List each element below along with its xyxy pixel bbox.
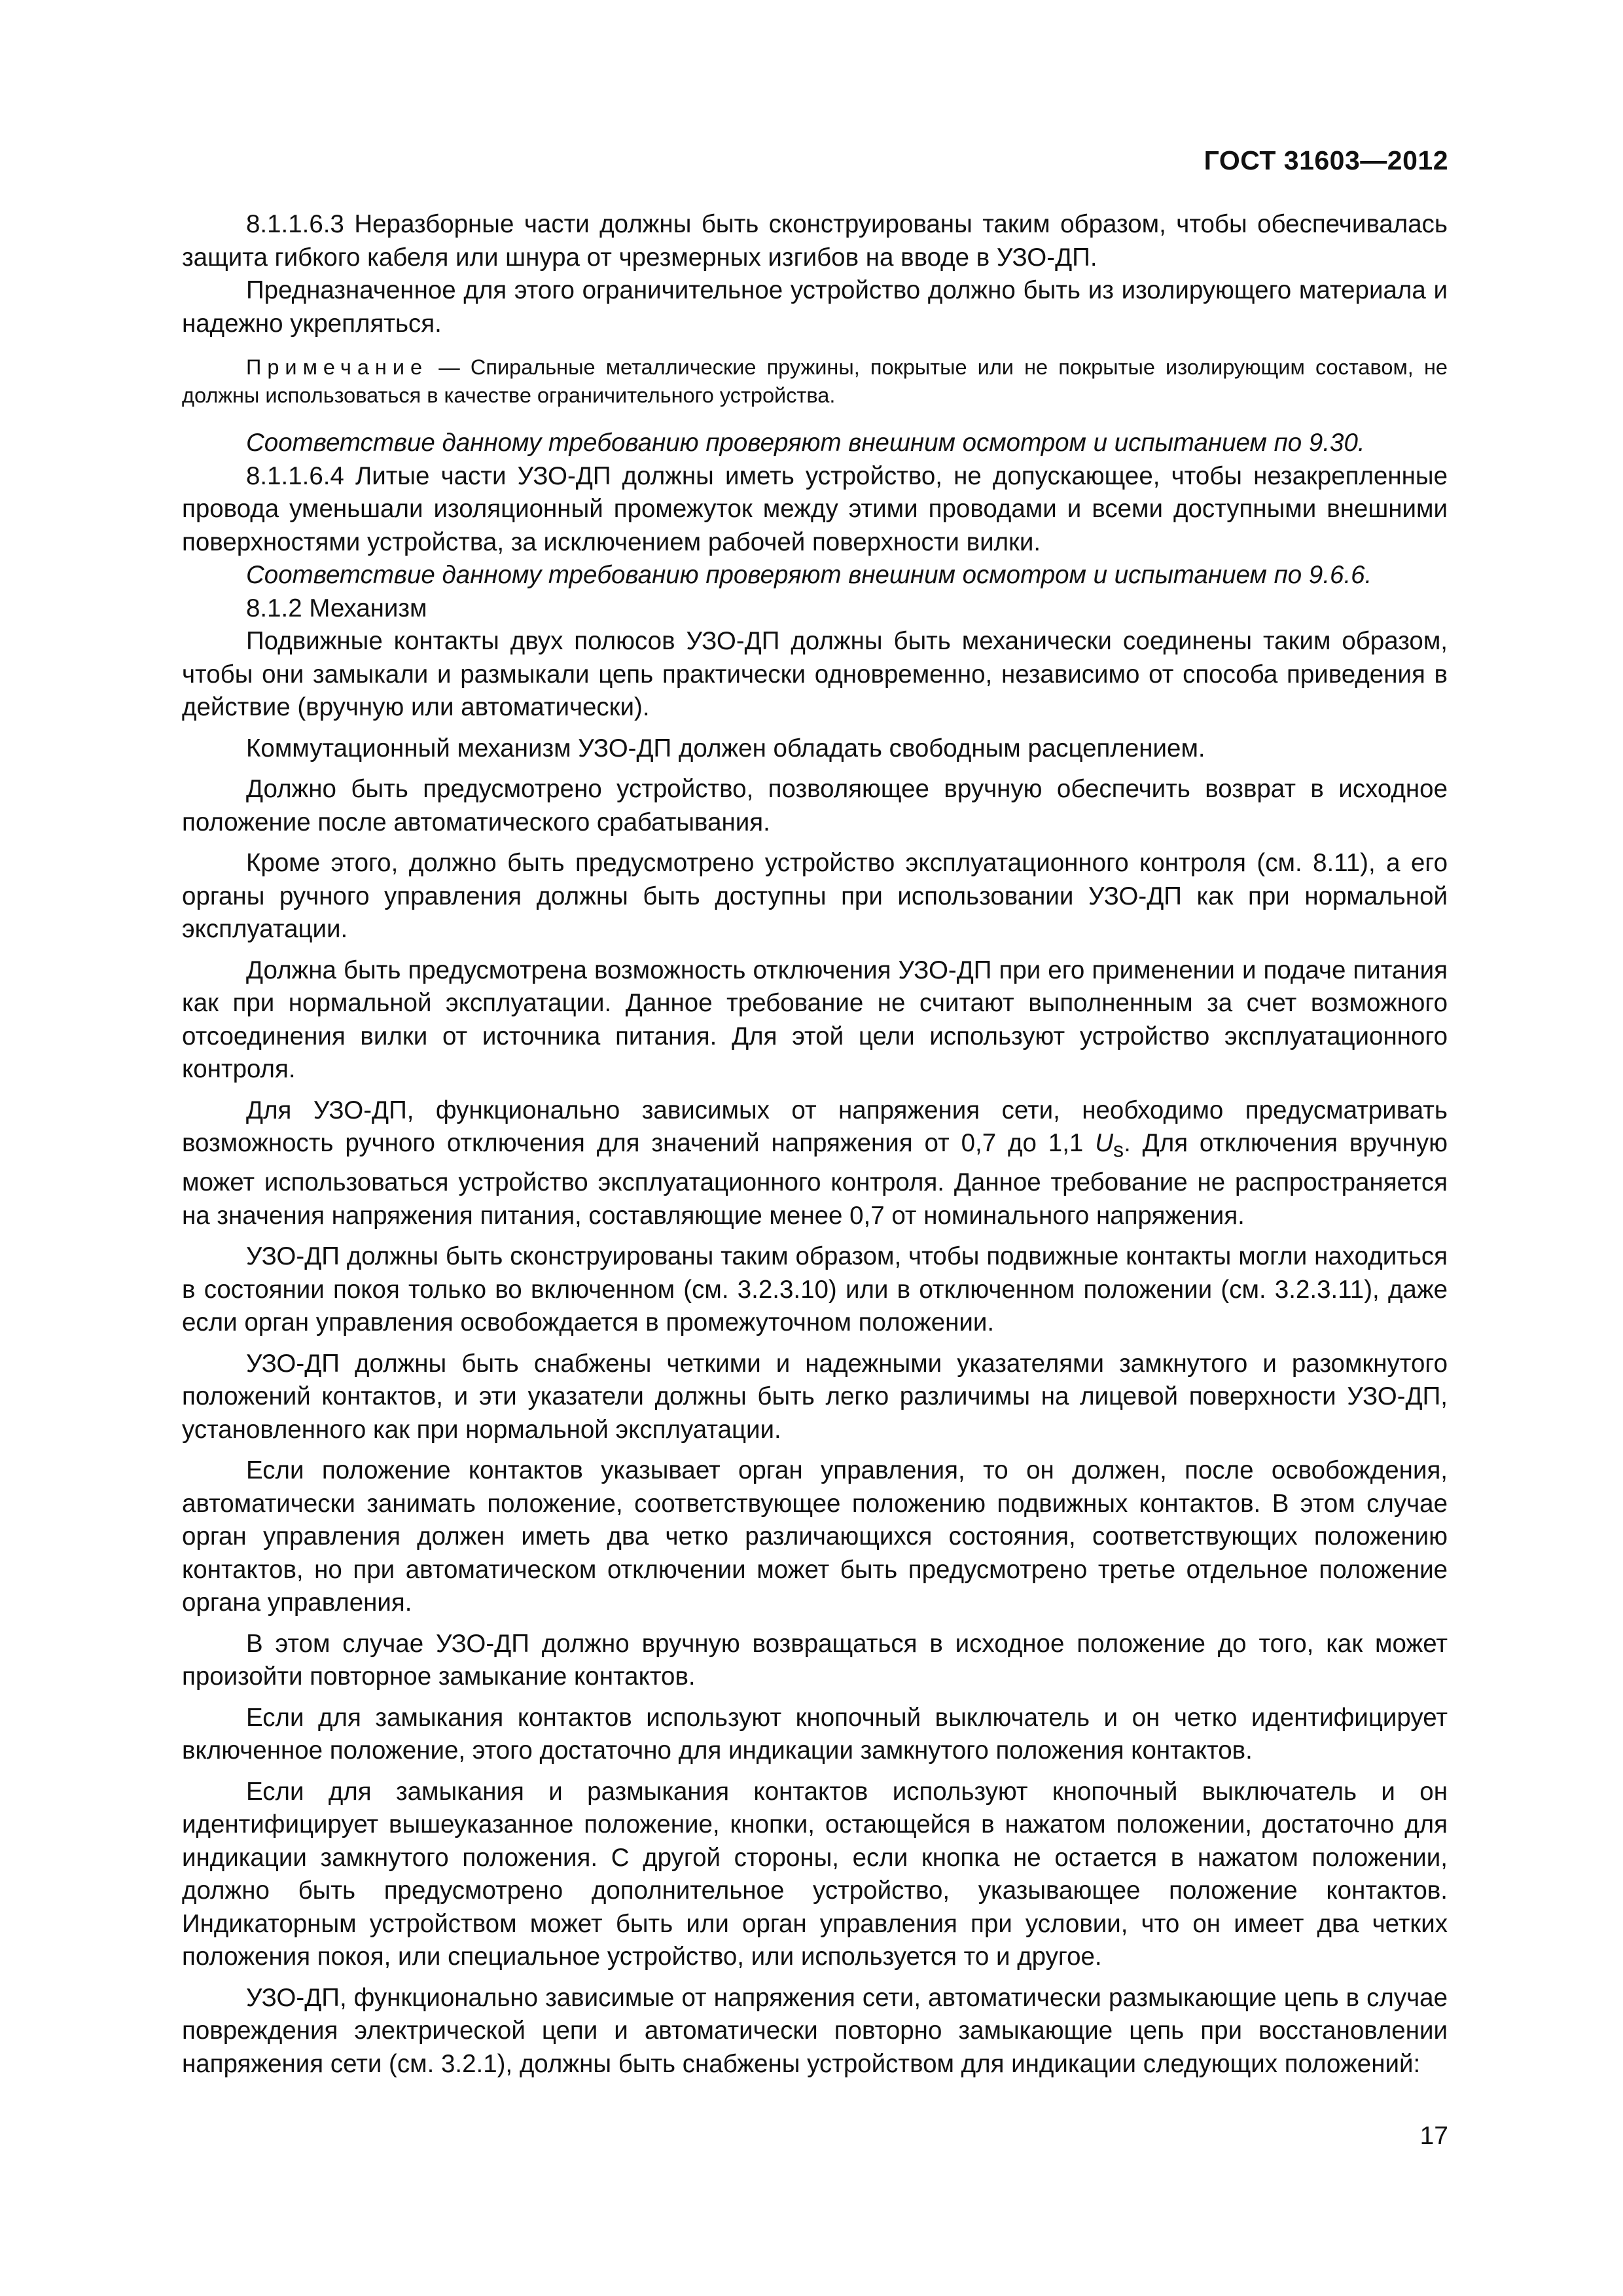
- paragraph-manual-reset: Должно быть предусмотрено устройство, позволяющее вручную обеспечить возврат в исходное положение после автоматического срабатывания.: [182, 775, 1448, 836]
- paragraph-trip-free: Коммутационный механизм УЗО-ДП должен обладать свободным расцеплением.: [246, 734, 1205, 762]
- paragraph-push-button-open-close: Если для замыкания и размыкания контактов используют кнопочный выключатель и он идентифицирует вышеуказанное положение, кнопки, остающейся в нажатом положении, достаточно для индикации замкнутого положения. С другой стороны, если кнопка не остается в нажатом положении, должно быть предусмотрено дополнительное устройство, указывающее положение контактов. Индикаторным устройством может быть или орган управления при условии, что он имеет два четких положения покоя, или специальное устройство, или используется то и другое.: [182, 1777, 1448, 1971]
- voltage-symbol-subscript: s: [1113, 1138, 1124, 1162]
- compliance-check-9-30: Соответствие данному требованию проверяют внешним осмотром и испытанием по 9.30.: [246, 429, 1365, 457]
- paragraph-switching-off: Должна быть предусмотрена возможность отключения УЗО-ДП при его применении и подаче питания как при нормальной эксплуатации. Данное требование не считают выполненным за счет возможного отсоединения вилки от источника питания. Для этой цели используют устройство эксплуатационного контроля.: [182, 956, 1448, 1083]
- paragraph-position-indicators: УЗО-ДП должны быть снабжены четкими и надежными указателями замкнутого и разомкнутого положений контактов, и эти указатели должны быть легко различимы на лицевой поверхности УЗО-ДП, установленного как при нормальной эксплуатации.: [182, 1349, 1448, 1444]
- document-body: [182, 208, 1448, 2081]
- paragraph-operating-means: Если положение контактов указывает орган управления, то он должен, после освобождения, автоматически занимать положение, соответствующее положению подвижных контактов. В этом случае орган управления должен иметь два четко различающихся состояния, соответствующих положению контактов, но при автоматическом отключении может быть предусмотрено третье отдельное положение органа управления.: [182, 1456, 1448, 1617]
- compliance-check-9-6-6: Соответствие данному требованию проверяют внешним осмотром и испытанием по 9.6.6.: [246, 561, 1372, 589]
- note: [182, 353, 1448, 410]
- paragraph-voltage-dependent-part-1: Для УЗО-ДП, функционально зависимых от напряжения сети, необходимо предусматривать возможность ручного отключения для значений напряжения от 0,7 до 1,1: [182, 1096, 1448, 1157]
- paragraph-voltage-dependent: [182, 1094, 1448, 1233]
- note-label: Примечание: [246, 355, 429, 379]
- paragraph-reset-before-reclosing: В этом случае УЗО-ДП должно вручную возвращаться в исходное положение до того, как может произойти повторное замыкание контактов.: [182, 1629, 1448, 1691]
- clause-8-1-1-6-3: 8.1.1.6.3 Неразборные части должны быть сконструированы таким образом, чтобы обеспечивалась защита гибкого кабеля или шнура от чрезмерных изгибов на вводе в УЗО-ДП.: [182, 210, 1448, 272]
- document-standard-number: ГОСТ 31603—2012: [1204, 145, 1448, 175]
- paragraph-rest-positions: УЗО-ДП должны быть сконструированы таким образом, чтобы подвижные контакты могли находиться в состоянии покоя только во включенном (см. 3.2.3.10) или в отключенном положении (см. 3.2.3.11), даже если орган управления освобождается в промежуточном положении.: [182, 1242, 1448, 1337]
- paragraph-auto-reclosing: УЗО-ДП, функционально зависимые от напряжения сети, автоматически размыкающие цепь в случае повреждения электрической цепи и автоматически повторно замыкающие цепь при восстановлении напряжения сети (см. 3.2.1), должны быть снабжены устройством для индикации следующих положений:: [182, 1983, 1448, 2078]
- paragraph-voltage-dependent-part-2: . Для отключения вручную может использоваться устройство эксплуатационного контроля. Данное требование не распространяется на значения напряжения питания, составляющие менее 0,7 от номинального напряжения.: [182, 1129, 1448, 1230]
- paragraph-moving-contacts: Подвижные контакты двух полюсов УЗО-ДП должны быть механически соединены таким образом, чтобы они замыкали и размыкали цепь практически одновременно, независимо от способа приведения в действие (вручную или автоматически).: [182, 627, 1448, 721]
- paragraph-test-device: Кроме этого, должно быть предусмотрено устройство эксплуатационного контроля (см. 8.11), а его органы ручного управления должны быть доступны при использовании УЗО-ДП как при нормальной эксплуатации.: [182, 849, 1448, 943]
- paragraph-push-button-closing: Если для замыкания контактов используют кнопочный выключатель и он четко идентифицирует включенное положение, этого достаточно для индикации замкнутого положения контактов.: [182, 1703, 1448, 1765]
- clause-8-1-2-heading: 8.1.2 Механизм: [246, 594, 427, 622]
- voltage-symbol: U: [1095, 1129, 1114, 1157]
- note-text: — Спиральные металлические пружины, покрытые или не покрытые изолирующим составом, не должны использоваться в качестве ограничительного устройства.: [182, 355, 1448, 407]
- clause-8-1-1-6-4: 8.1.1.6.4 Литые части УЗО-ДП должны иметь устройство, не допускающее, чтобы незакрепленные провода уменьшали изоляционный промежуток между этими проводами и всеми доступными внешними поверхностями устройства, за исключением рабочей поверхности вилки.: [182, 461, 1448, 556]
- page-number: 17: [1419, 2122, 1448, 2150]
- paragraph-limiting-device: Предназначенное для этого ограничительное устройство должно быть из изолирующего материала и надежно укрепляться.: [182, 276, 1448, 338]
